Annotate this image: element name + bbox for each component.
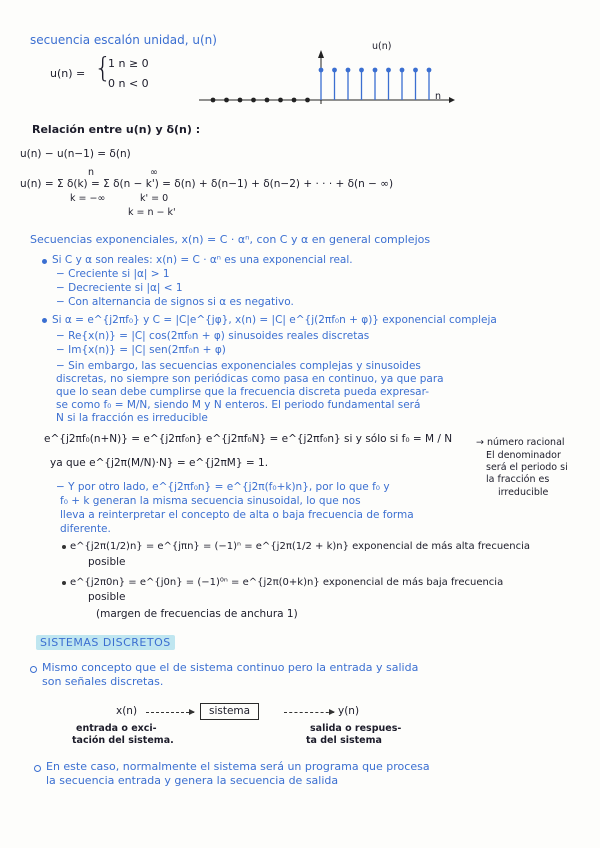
bullet-high-freq <box>62 545 66 549</box>
stem-point <box>332 68 337 73</box>
stem-point <box>359 68 364 73</box>
plot-axis-n: n <box>435 91 442 102</box>
def-lhs: u(n) = <box>50 67 86 80</box>
stem-point <box>211 98 216 103</box>
rational-note5: irreducible <box>498 487 549 498</box>
stem-point <box>386 68 391 73</box>
systems-line2: son señales discretas. <box>42 675 164 688</box>
aliasing-line4: diferente. <box>60 523 111 535</box>
unit-step-stem-plot <box>195 40 455 112</box>
diagram-output-caption2: ta del sistema <box>306 735 382 746</box>
complex-exp-imag: − Im{x(n)} = |C| sen(2πf₀n + φ) <box>56 344 226 356</box>
diagram-output-label: y(n) <box>338 705 360 717</box>
periodicity-eq2: ya que e^{j2π(M/N)·N} = e^{j2πM} = 1. <box>50 457 269 469</box>
complex-exp-real: − Re{x(n)} = |C| cos(2πf₀n + φ) sinusoides reales discretas <box>56 330 370 342</box>
frequency-margin-note: (margen de frecuencias de anchura 1) <box>96 608 298 620</box>
systems-line4: la secuencia entrada y genera la secuencia de salida <box>46 774 339 787</box>
def-row1: 1 n ≥ 0 <box>108 57 149 70</box>
stem-point <box>413 68 418 73</box>
low-freq-line: e^{j2π0n} = e^{j0n} = (−1)⁰ⁿ = e^{j2π(0+k)n} exponencial de más baja frecuencia <box>70 577 504 588</box>
real-exp-growing: − Creciente si |α| > 1 <box>56 268 170 280</box>
periodicity-line2: discretas, no siempre son periódicas como pasa en continuo, ya que para <box>56 373 444 385</box>
sum1-top: n <box>88 167 95 178</box>
diagram-input-caption1: entrada o exci- <box>76 723 157 734</box>
def-brace: { <box>94 51 112 84</box>
exp-section-title: Secuencias exponenciales, x(n) = C · αⁿ, con C y α en general complejos <box>30 233 431 246</box>
stem-point <box>224 98 229 103</box>
rational-note3: será el periodo si <box>486 462 568 473</box>
bullet-complex <box>42 318 47 323</box>
section-title-step: secuencia escalón unidad, u(n) <box>30 33 217 47</box>
diagram-input-caption2: tación del sistema. <box>72 735 174 746</box>
rational-note2: El denominador <box>486 450 561 461</box>
stem-point <box>265 98 270 103</box>
def-row2: 0 n < 0 <box>108 77 149 90</box>
stem-point <box>292 98 297 103</box>
rational-note4: la fracción es <box>486 474 550 485</box>
bullet-real <box>42 259 47 264</box>
high-freq-line: e^{j2π(1/2)n} = e^{jπn} = (−1)ⁿ = e^{j2π(1/2 + k)n} exponencial de más alta frecuencia <box>70 541 531 552</box>
relation-line1: u(n) − u(n−1) = δ(n) <box>20 148 131 160</box>
real-exp-line: Si C y α son reales: x(n) = C · αⁿ es una exponencial real. <box>52 254 353 266</box>
diagram-output-arrow <box>284 712 334 713</box>
relation-title: Relación entre u(n) y δ(n) : <box>32 123 201 136</box>
relation-line2: u(n) = Σ δ(k) = Σ δ(n − k') = δ(n) + δ(n−1) + δ(n−2) + · · · + δ(n − ∞) <box>20 178 394 190</box>
real-exp-decaying: − Decreciente si |α| < 1 <box>56 282 183 294</box>
plot-label: u(n) <box>372 41 392 52</box>
stem-point <box>346 68 351 73</box>
bullet-systems-2 <box>34 765 41 772</box>
diagram-system-box: sistema <box>200 703 259 720</box>
stem-point <box>400 68 405 73</box>
stem-point <box>319 68 324 73</box>
periodicity-line5: N si la fracción es irreducible <box>56 412 208 424</box>
periodicity-eq1: e^{j2πf₀(n+N)} = e^{j2πf₀n} e^{j2πf₀N} = e^{j2πf₀n} si y sólo si f₀ = M / N <box>44 433 453 445</box>
stem-point <box>305 98 310 103</box>
x-axis-arrowhead <box>449 97 455 103</box>
aliasing-line2: f₀ + k generan la misma secuencia sinusoidal, lo que nos <box>60 495 361 507</box>
bullet-low-freq <box>62 581 66 585</box>
diagram-output-caption1: salida o respues- <box>310 723 402 734</box>
stem-point <box>373 68 378 73</box>
systems-title-text: SISTEMAS DISCRETOS <box>36 635 175 650</box>
periodicity-line1: − Sin embargo, las secuencias exponenciales complejas y sinusoides <box>56 360 421 372</box>
periodicity-line4: se como f₀ = M/N, siendo M y N enteros. El periodo fundamental será <box>56 399 421 411</box>
high-freq-possible: posible <box>88 556 126 568</box>
stem-point <box>427 68 432 73</box>
real-exp-alternating: − Con alternancia de signos si α es negativo. <box>56 296 294 308</box>
bullet-systems-1 <box>30 666 37 673</box>
substitution-note: k = n − k' <box>128 207 176 218</box>
complex-exp-line: Si α = e^{j2πf₀} y C = |C|e^{jφ}, x(n) = |C| e^{j(2πf₀n + φ)} exponencial compleja <box>52 314 497 326</box>
aliasing-line1: − Y por otro lado, e^{j2πf₀n} = e^{j2π(f₀+k)n}, por lo que f₀ y <box>56 481 390 493</box>
low-freq-possible: posible <box>88 591 126 603</box>
stem-point <box>251 98 256 103</box>
sum2-bottom: k' = 0 <box>140 193 169 204</box>
diagram-input-arrow <box>146 712 194 713</box>
systems-title <box>36 636 175 649</box>
stem-point <box>238 98 243 103</box>
sum1-bottom: k = −∞ <box>70 193 106 204</box>
aliasing-line3: lleva a reinterpretar el concepto de alta o baja frecuencia de forma <box>60 509 414 521</box>
rational-note1: → número racional <box>476 437 565 448</box>
stem-point <box>278 98 283 103</box>
sum2-top: ∞ <box>150 167 158 178</box>
systems-line3: En este caso, normalmente el sistema será un programa que procesa <box>46 760 430 773</box>
systems-line1: Mismo concepto que el de sistema continuo pero la entrada y salida <box>42 661 419 674</box>
y-axis-arrowhead <box>318 50 324 58</box>
diagram-input-label: x(n) <box>116 705 138 717</box>
periodicity-line3: que lo sean debe cumplirse que la frecuencia discreta pueda expresar- <box>56 386 430 398</box>
